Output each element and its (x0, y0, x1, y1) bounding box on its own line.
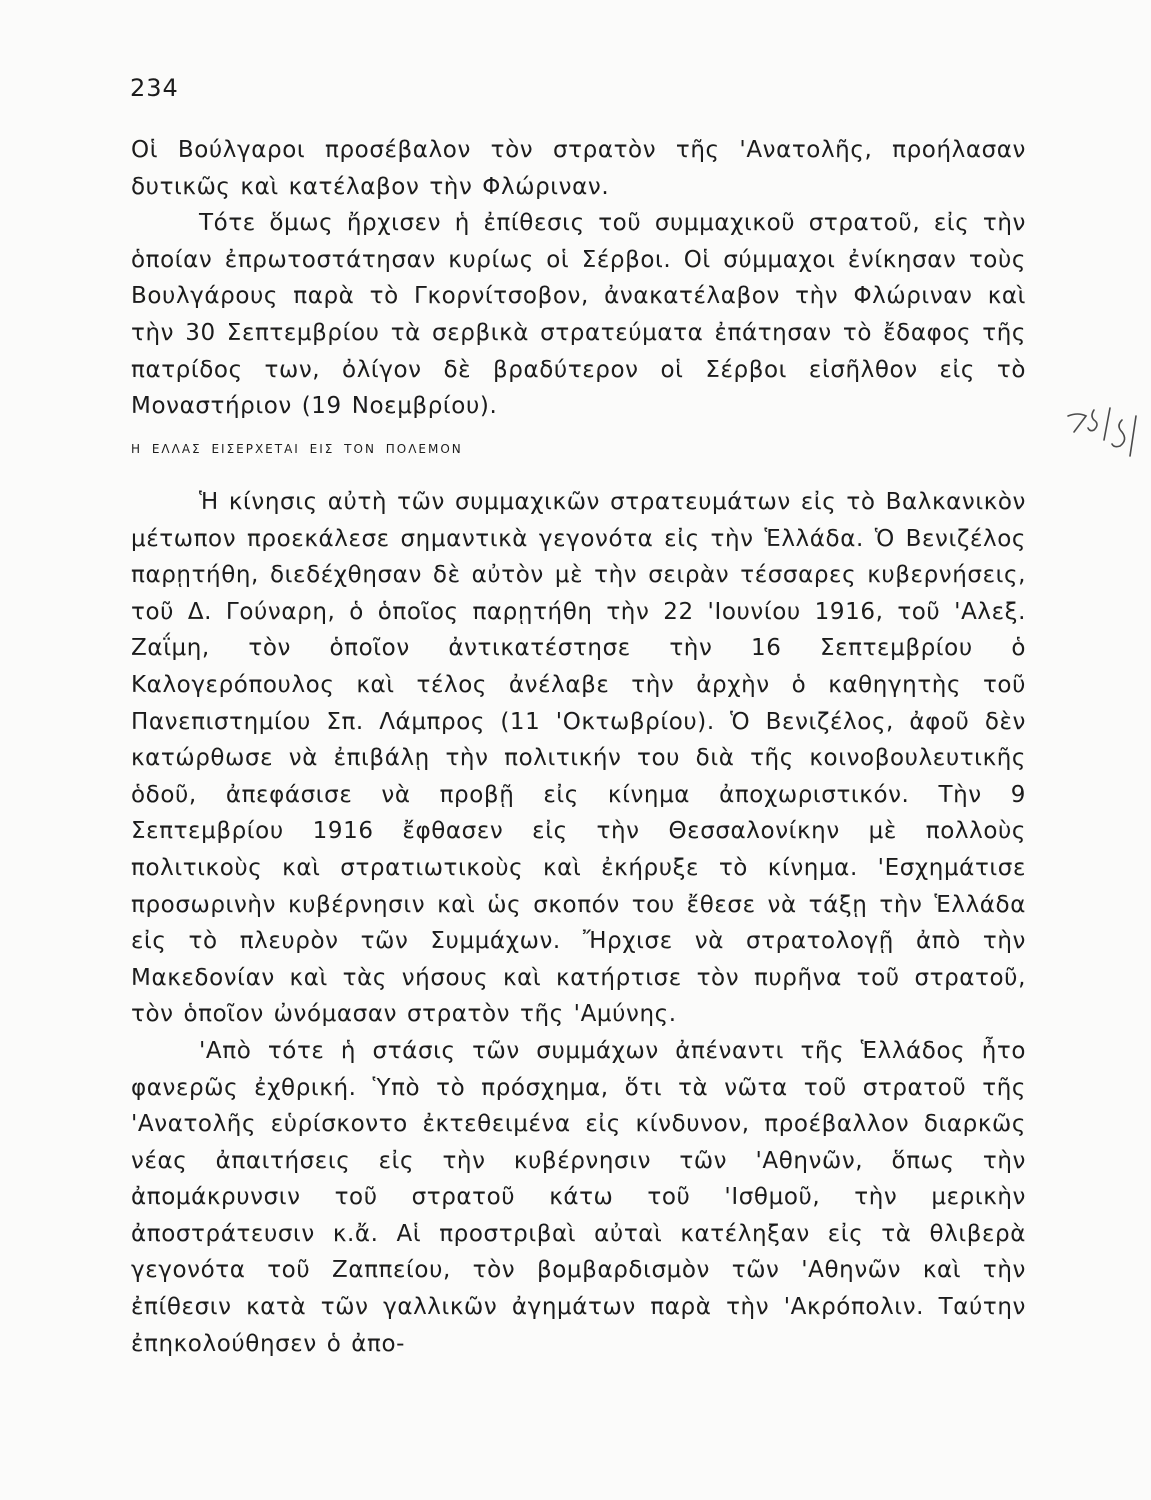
handwritten-pencil-note-icon (1064, 402, 1144, 462)
paragraph-2: Τότε ὅμως ἤρχισεν ἡ ἐπίθεσις τοῦ συμμαχικοῦ στρατοῦ, εἰς τὴν ὁποίαν ἐπρωτοστάτησαν κυρίως οἱ Σέρβοι. Οἱ σύμμαχοι ἐνίκησαν τοὺς Βουλγάρους παρὰ τὸ Γκορνίτσοβον, ἀνακατέλαβον τὴν Φλώριναν καὶ τὴν 30 Σεπτεμβρίου τὰ σερβικὰ στρατεύματα ἐπάτησαν τὸ ἔδαφος τῆς πατρίδος των, ὀλίγον δὲ βραδύτερον οἱ Σέρβοι εἰσῆλθον εἰς τὸ Μοναστήριον (19 Νοεμβρίου). (131, 210, 1026, 420)
paragraph-1: Οἱ Βούλγαροι προσέβαλον τὸν στρατὸν τῆς 'Ανατολῆς, προήλασαν δυτικῶς καὶ κατέλαβον τὴν Φλώριναν. (131, 137, 1026, 200)
paragraph-4: 'Απὸ τότε ἡ στάσις τῶν συμμάχων ἀπέναντι τῆς Ἑλλάδος ἦτο φανερῶς ἐχθρική. Ὑπὸ τὸ πρόσχημα, ὅτι τὰ νῶτα τοῦ στρατοῦ τῆς 'Ανατολῆς εὑρίσκοντο ἐκτεθειμένα εἰς κίνδυνον, προέβαλλον διαρκῶς νέας ἀπαιτήσεις εἰς τὴν κυβέρνησιν τῶν 'Αθηνῶν, ὅπως τὴν ἀπομάκρυνσιν τοῦ στρατοῦ κάτω τοῦ 'Ισθμοῦ, τὴν μερικὴν ἀποστράτευσιν κ.ἄ. Αἱ προστριβαὶ αὐταὶ κατέληξαν εἰς τὰ θλιβερὰ γεγονότα τοῦ Ζαππείου, τὸν βομβαρδισμὸν τῶν 'Αθηνῶν καὶ τὴν ἐπίθεσιν κατὰ τῶν γαλλικῶν ἀγημάτων παρὰ τὴν 'Ακρόπολιν. Ταύτην ἐπηκολούθησεν ὁ ἀπο- (131, 1037, 1026, 1357)
section-heading: Η ΕΛΛΑΣ ΕΙΣΕΡΧΕΤΑΙ ΕΙΣ ΤΟΝ ΠΟΛΕΜΟΝ (131, 442, 463, 456)
paragraph-3: Ἡ κίνησις αὐτὴ τῶν συμμαχικῶν στρατευμάτων εἰς τὸ Βαλκανικὸν μέτωπον προεκάλεσε σημαντικὰ γεγονότα εἰς τὴν Ἑλλάδα. Ὁ Βενιζέλος παρῃτήθη, διεδέχθησαν δὲ αὐτὸν μὲ τὴν σειρὰν τέσσαρες κυβερνήσεις, τοῦ Δ. Γούναρη, ὁ ὁποῖος παρῃτήθη τὴν 22 'Ιουνίου 1916, τοῦ 'Αλεξ. Ζαΐμη, τὸν ὁποῖον ἀντικατέστησε τὴν 16 Σεπτεμβρίου ὁ Καλογερόπουλος καὶ τέλος ἀνέλαβε τὴν ἀρχὴν ὁ καθηγητὴς τοῦ Πανεπιστημίου Σπ. Λάμπρος (11 'Οκτωβρίου). Ὁ Βενιζέλος, ἀφοῦ δὲν κατώρθωσε νὰ ἐπιβάλῃ τὴν πολιτικήν του διὰ τῆς κοινοβουλευτικῆς ὁδοῦ, ἀπεφάσισε νὰ προβῇ εἰς κίνημα ἀποχωριστικόν. Τὴν 9 Σεπτεμβρίου 1916 ἔφθασεν εἰς τὴν Θεσσαλονίκην μὲ πολλοὺς πολιτικοὺς καὶ στρατιωτικοὺς καὶ ἐκήρυξε τὸ κίνημα. 'Εσχημάτισε προσωρινὴν κυβέρνησιν καὶ ὡς σκοπόν του ἔθεσε νὰ τάξῃ τὴν Ἑλλάδα εἰς τὸ πλευρὸν τῶν Συμμάχων. Ἤρχισε νὰ στρατολογῇ ἀπὸ τὴν Μακεδονίαν καὶ τὰς νήσους καὶ κατήρτισε τὸν πυρῆνα τοῦ στρατοῦ, τὸν ὁποῖον ὠνόμασαν στρατὸν τῆς 'Αμύνης. (131, 489, 1026, 1028)
text-block-bottom (131, 484, 1026, 1362)
page-number: 234 (130, 74, 179, 102)
text-block-top (131, 132, 1026, 425)
